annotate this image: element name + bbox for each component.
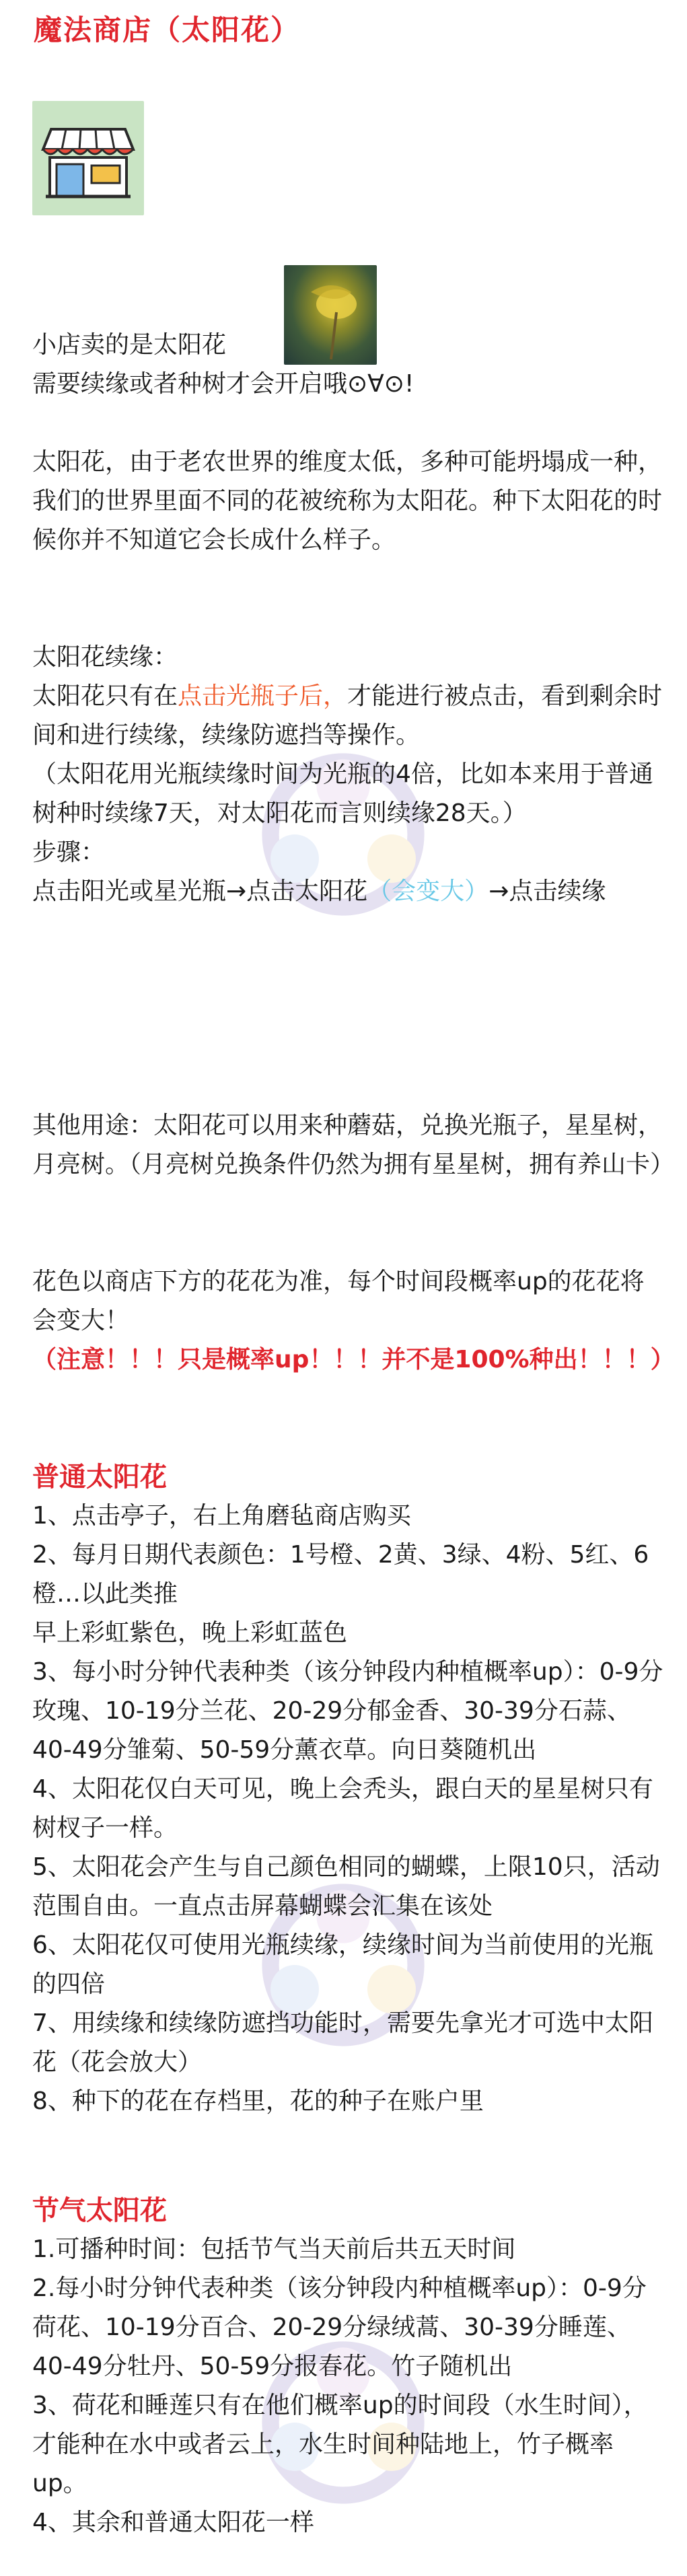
renew-heading: 太阳花续缘： <box>32 643 178 671</box>
other-use-section <box>32 1106 675 1184</box>
intro-section <box>32 326 665 404</box>
steps-text-rest: →点击续缘 <box>489 878 606 905</box>
solar-term-sunflower-heading: 节气太阳花 <box>32 2195 167 2226</box>
steps-heading: 步骤： <box>32 838 106 866</box>
list-item: 2.每小时分钟代表种类（该分钟段内种植概率up）：0-9分荷花、10-19分百合、20-29分绿绒蒿、30-39分睡莲、40-49分牡丹、50-59分报春花。竹子随机出 <box>32 2275 647 2380</box>
other-use-text: 其他用途：太阳花可以用来种蘑菇，兑换光瓶子，星星树，月亮树。（月亮树兑换条件仍然为拥有星星树，拥有养山卡） <box>32 1112 675 1178</box>
renew-text-1-start: 太阳花只有在 <box>32 682 178 710</box>
list-item: 8、种下的花在存档里，花的种子在账户里 <box>32 2087 484 2115</box>
description-text: 太阳花，由于老农世界的维度太低，多种可能坍塌成一种，我们的世界里面不同的花被统称为太阳花。种下太阳花的时候你并不知道它会长成什么样子。 <box>32 448 663 554</box>
shop-icon <box>32 101 144 215</box>
list-item: 4、其余和普通太阳花一样 <box>32 2509 314 2536</box>
list-item: 7、用续缘和续缘防遮挡功能时，需要先拿光才可选中太阳花（花会放大） <box>32 2009 653 2076</box>
color-note-section <box>32 1262 675 1380</box>
list-item: 6、太阳花仅可使用光瓶续缘，续缘时间为当前使用的光瓶的四倍 <box>32 1931 653 1998</box>
intro-line-1: 小店卖的是太阳花 <box>32 331 227 359</box>
list-item: 1.可播种时间：包括节气当天前后共五天时间 <box>32 2235 516 2263</box>
normal-sunflower-section <box>32 1458 665 2121</box>
renew-text-1-rest: 才能进行被点击，看到剩余时间和进行续缘，续缘防遮挡等操作。 <box>32 682 663 749</box>
list-item: 1、点击亭子，右上角磨毡商店购买 <box>32 1502 411 1530</box>
renew-highlight: 点击光瓶子后， <box>178 682 348 710</box>
list-item: 3、每小时分钟代表种类（该分钟段内种植概率up）：0-9分玫瑰、10-19分兰花、20-29分郁金香、30-39分石蒜、40-49分雏菊、50-59分薰衣草。向日葵随机出 <box>32 1658 663 1764</box>
color-note-text: 花色以商店下方的花花为准，每个时间段概率up的花花将会变大！ <box>32 1268 645 1334</box>
normal-sunflower-heading: 普通太阳花 <box>32 1462 167 1493</box>
renew-text-1 <box>32 677 665 755</box>
steps-highlight: （会变大） <box>367 878 489 905</box>
solar-term-sunflower-section <box>32 2191 665 2542</box>
steps-text <box>32 872 665 911</box>
list-item: 4、太阳花仅白天可见，晚上会秃头，跟白天的星星树只有树杈子一样。 <box>32 1775 653 1842</box>
list-item: 2、每月日期代表颜色：1号橙、2黄、3绿、4粉、5红、6橙…以此类推 <box>32 1541 649 1608</box>
steps-text-start: 点击阳光或星光瓶→点击太阳花 <box>32 878 368 905</box>
list-item: 3、荷花和睡莲只有在他们概率up的时间段（水生时间），才能种在水中或者云上，水生时间种陆地上，竹子概率up。 <box>32 2392 648 2497</box>
intro-line-2: 需要续缘或者种树才会开启哦⊙∀⊙! <box>32 370 414 398</box>
page-title: 魔法商店（太阳花） <box>34 13 301 46</box>
warning-text: （注意！！！只是概率up！！！并不是100%种出！！！） <box>32 1346 675 1373</box>
description-section <box>32 443 665 560</box>
renew-section <box>32 638 665 911</box>
list-item: 早上彩虹紫色，晚上彩虹蓝色 <box>32 1619 348 1647</box>
renew-text-2: （太阳花用光瓶续缘时间为光瓶的4倍，比如本来用于普通树种时续缘7天，对太阳花而言则续缘28天。） <box>32 760 653 827</box>
list-item: 5、太阳花会产生与自己颜色相同的蝴蝶，上限10只，活动范围自由。一直点击屏幕蝴蝶会汇集在该处 <box>32 1853 660 1920</box>
